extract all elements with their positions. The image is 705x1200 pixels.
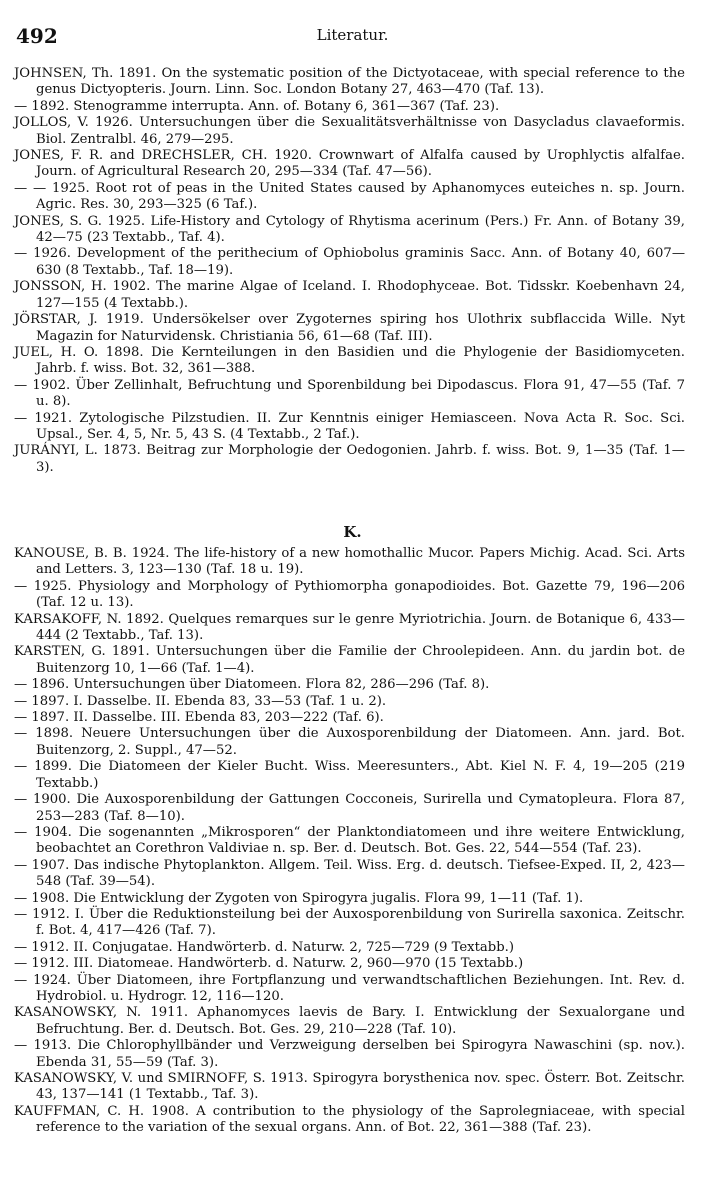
bibliography-entry: — 1898. Neuere Untersuchungen über die Auxosporenbildung der Diatomeen. Ann. jard. Bot. Buitenzorg, 2. Suppl., 47—52.	[14, 726, 685, 758]
bibliography-entry: KASANOWSKY, N. 1911. Aphanomyces laevis de Bary. I. Entwicklung der Sexualorgane und Befruchtung. Ber. d. Deutsch. Bot. Ges. 29, 210—228 (Taf. 10).	[14, 1005, 685, 1037]
bibliography-entry: — 1913. Die Chlorophyllbänder und Verzweigung derselben bei Spirogyra Nawaschini (sp. nov.). Ebenda 31, 55—59 (Taf. 3).	[14, 1038, 685, 1070]
bibliography-entry: — 1924. Über Diatomeen, ihre Fortpflanzung und verwandtschaftlichen Beziehungen. Int. Rev. d. Hydrobiol. u. Hydrogr. 12, 116—120.	[14, 972, 685, 1004]
bibliography-entry: JONES, S. G. 1925. Life-History and Cytology of Rhytisma acerinum (Pers.) Fr. Ann. of Botany 39, 42—75 (23 Textabb., Taf. 4).	[14, 213, 685, 246]
bibliography-entry: JURÁNYI, L. 1873. Beitrag zur Morphologie der Oedogonien. Jahrb. f. wiss. Bot. 9, 1—35 (Taf. 1—3).	[14, 443, 685, 475]
bibliography-entry: KARSAKOFF, N. 1892. Quelques remarques sur le genre Myriotrichia. Journ. de Botanique 6, 433—444 (2 Textabb., Taf. 13).	[14, 611, 685, 644]
bibliography-entry: — 1897. II. Dasselbe. III. Ebenda 83, 203—222 (Taf. 6).	[14, 710, 384, 726]
bibliography-entry: — 1892. Stenogramme interrupta. Ann. of. Botany 6, 361—367 (Taf. 23).	[14, 98, 500, 114]
bibliography-entry: — 1899. Die Diatomeen der Kieler Bucht. Wiss. Meeresunters., Abt. Kiel N. F. 4, 19—205 (219 Textabb.)	[14, 759, 685, 791]
bibliography-entry: — 1908. Die Entwicklung der Zygoten von Spirogyra jugalis. Flora 99, 1—11 (Taf. 1).	[14, 890, 584, 906]
bibliography-entry: — 1921. Zytologische Pilzstudien. II. Zur Kenntnis einiger Hemiasceen. Nova Acta R. Soc. Sci. Upsal., Ser. 4, 5, Nr. 5, 43 S. (4 Textabb., 2 Taf.).	[14, 410, 685, 442]
bibliography-entry: JOLLOS, V. 1926. Untersuchungen über die Sexualitätsverhältnisse von Dasycladus clavaeformis. Biol. Zentralbl. 46, 279—295.	[14, 115, 685, 147]
bibliography-entry: KAUFFMAN, C. H. 1908. A contribution to the physiology of the Saprolegniaceae, with special reference to the variation of the sexual organs. Ann. of Bot. 22, 361—388 (Taf. 23).	[14, 1103, 685, 1136]
bibliography-entry: KANOUSE, B. B. 1924. The life-history of a new homothallic Mucor. Papers Michig. Acad. Sci. Arts and Letters. 3, 123—130 (Taf. 18 u. 19).	[14, 546, 685, 578]
bibliography-entry: — 1904. Die sogenannten „Mikrosporen“ der Planktondiatomeen und ihre weitere Entwicklung, beobachtet an Corethron Valdiviae n. sp. Ber. d. Deutsch. Bot. Ges. 22, 544—554 (Taf. 23).	[14, 824, 685, 857]
bibliography-entry: — 1897. I. Dasselbe. II. Ebenda 83, 33—53 (Taf. 1 u. 2).	[14, 693, 387, 709]
bibliography-entry: JÖRSTAR, J. 1919. Undersökelser over Zygoternes spiring hos Ulothrix subflaccida Wille. Nyt Magazin for Naturvidensk. Christiania 56, 61—68 (Taf. III).	[14, 312, 685, 344]
bibliography-section-j	[14, 66, 685, 476]
bibliography-entry: JUEL, H. O. 1898. Die Kernteilungen in den Basidien und die Phylogenie der Basidiomyceten. Jahrb. f. wiss. Bot. 32, 361—388.	[14, 344, 685, 377]
page-number: 492	[16, 24, 58, 48]
running-title: Literatur.	[316, 26, 389, 44]
bibliography-entry: — 1902. Über Zellinhalt, Befruchtung und Sporenbildung bei Dipodascus. Flora 91, 47—55 (Taf. 7 u. 8).	[14, 377, 685, 410]
bibliography-entry: — 1912. II. Conjugatae. Handwörterb. d. Naturw. 2, 725—729 (9 Textabb.)	[14, 939, 514, 955]
bibliography-entry: KARSTEN, G. 1891. Untersuchungen über die Familie der Chroolepideen. Ann. du jardin bot. de Buitenzorg 10, 1—66 (Taf. 1—4).	[14, 644, 685, 676]
bibliography-entry: — — 1925. Root rot of peas in the United States caused by Aphanomyces euteiches n. sp. Journ. Agric. Res. 30, 293—325 (6 Taf.).	[14, 180, 685, 213]
bibliography-entry: — 1907. Das indische Phytoplankton. Allgem. Teil. Wiss. Erg. d. deutsch. Tiefsee-Exped. II, 2, 423—548 (Taf. 39—54).	[14, 857, 685, 890]
bibliography-entry: — 1925. Physiology and Morphology of Pythiomorpha gonapodioides. Bot. Gazette 79, 196—206 (Taf. 12 u. 13).	[14, 578, 685, 611]
bibliography-entry: — 1900. Die Auxosporenbildung der Gattungen Cocconeis, Surirella und Cymatopleura. Flora 87, 253—283 (Taf. 8—10).	[14, 792, 685, 824]
section-heading-k: K.	[343, 523, 362, 541]
page-header	[14, 24, 691, 48]
bibliography-entry: JOHNSEN, Th. 1891. On the systematic position of the Dictyotaceae, with special reference to the genus Dictyopteris. Journ. Linn. Soc. London Botany 27, 463—470 (Taf. 13).	[14, 66, 685, 98]
bibliography-entry: — 1912. III. Diatomeae. Handwörterb. d. Naturw. 2, 960—970 (15 Textabb.)	[14, 956, 524, 972]
bibliography-entry: — 1896. Untersuchungen über Diatomeen. Flora 82, 286—296 (Taf. 8).	[14, 677, 490, 693]
bibliography-section-k	[14, 546, 685, 1137]
bibliography-entry: KASANOWSKY, V. und SMIRNOFF, S. 1913. Spirogyra borysthenica nov. spec. Österr. Bot. Zeitschr. 43, 137—141 (1 Textabb., Taf. 3).	[14, 1071, 685, 1103]
bibliography-entry: — 1912. I. Über die Reduktionsteilung bei der Auxosporenbildung von Surirella saxonica. Zeitschr. f. Bot. 4, 417—426 (Taf. 7).	[14, 906, 685, 939]
bibliography-entry: — 1926. Development of the perithecium of Ophiobolus graminis Sacc. Ann. of Botany 40, 607—630 (8 Textabb., Taf. 18—19).	[14, 246, 685, 278]
bibliography-entry: JONSSON, H. 1902. The marine Algae of Iceland. I. Rhodophyceae. Bot. Tidsskr. Koebenhavn 24, 127—155 (4 Textabb.).	[14, 279, 685, 311]
bibliography-entry: JONES, F. R. and DRECHSLER, CH. 1920. Crownwart of Alfalfa caused by Urophlyctis alfalfae. Journ. of Agricultural Research 20, 295—334 (Taf. 47—56).	[14, 148, 685, 180]
